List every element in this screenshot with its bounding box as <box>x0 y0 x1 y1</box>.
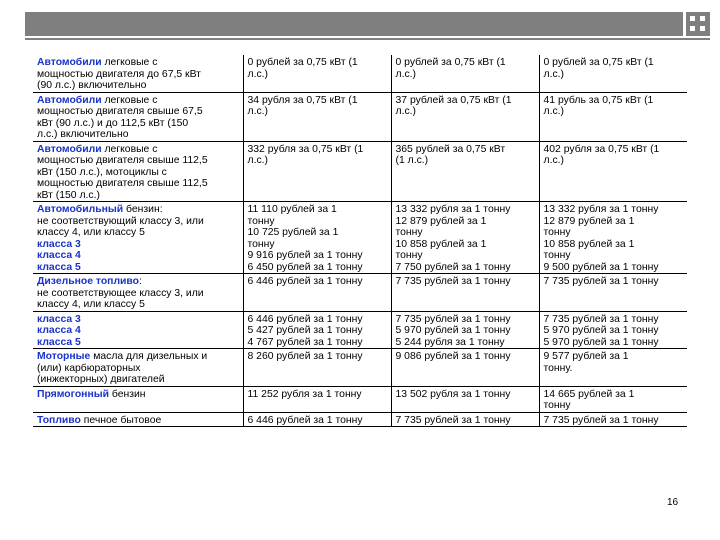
category-line <box>37 57 239 69</box>
rate-line: 11 110 рублей за 1 <box>247 204 337 215</box>
category-text: не соответствующее классу 3, или <box>37 287 204 299</box>
rate-line: 37 рублей за 0,75 кВт (1 <box>395 94 512 106</box>
category-line <box>37 389 239 401</box>
category-line <box>37 204 239 216</box>
category-cell <box>33 274 243 312</box>
category-cell <box>33 55 243 92</box>
category-line <box>37 95 239 107</box>
rate-cell <box>243 412 391 427</box>
category-line <box>37 118 239 130</box>
category-text: печное бытовое <box>80 414 162 426</box>
rate-line: 13 332 рубля за 1 тонну <box>395 204 511 215</box>
category-line <box>37 144 239 156</box>
rate-line: тонну <box>395 227 423 238</box>
rate-cell <box>391 274 539 312</box>
corner-squares-decoration <box>686 12 710 36</box>
category-keyword: Автомобильный <box>37 204 124 215</box>
rate-line: тонну. <box>543 362 573 374</box>
category-text: кВт (150 л.с.) <box>37 189 100 201</box>
rate-cell <box>243 141 391 202</box>
rate-cell <box>391 349 539 387</box>
rate-cell <box>539 412 687 427</box>
rate-line: 0 рублей за 0,75 кВт (1 <box>543 57 654 68</box>
category-line <box>37 227 239 239</box>
rate-line: 41 рубль за 0,75 кВт (1 <box>543 94 654 106</box>
rate-line: 7 735 рублей за 1 тонну <box>543 313 659 325</box>
category-line <box>37 337 239 349</box>
excise-rates-table <box>33 55 687 427</box>
category-text: л.с.) включительно <box>37 129 129 140</box>
category-text: легковые с <box>101 143 158 155</box>
rate-line: 7 750 рублей за 1 тонну <box>395 261 511 273</box>
rate-line: 13 332 рубля за 1 тонну <box>543 204 659 215</box>
category-cell <box>33 349 243 387</box>
category-line <box>37 299 239 311</box>
category-line <box>37 415 239 427</box>
rate-cell <box>243 55 391 92</box>
rate-line: 11 252 рубля за 1 тонну <box>247 388 362 400</box>
table-row <box>33 141 687 202</box>
rate-line: л.с.) <box>543 106 564 117</box>
rate-line: 5 244 рубля за 1 тонну <box>395 336 505 348</box>
rate-cell <box>243 92 391 141</box>
rate-line: тонну <box>543 400 571 411</box>
category-line <box>37 129 239 141</box>
rate-cell <box>391 412 539 427</box>
category-line <box>37 106 239 118</box>
title-divider <box>25 38 710 40</box>
table-row <box>33 386 687 412</box>
category-cell <box>33 202 243 274</box>
rate-line: л.с.) <box>395 106 416 117</box>
rate-cell <box>391 92 539 141</box>
rate-line: 0 рублей за 0,75 кВт (1 <box>395 57 506 68</box>
rate-line: 9 916 рублей за 1 тонну <box>247 250 363 261</box>
category-text: мощностью двигателя свыше 112,5 <box>37 178 208 189</box>
rate-line: 8 260 рублей за 1 тонну <box>247 351 363 362</box>
rate-cell <box>539 311 687 349</box>
rate-line: 12 879 рублей за 1 <box>543 215 635 227</box>
category-keyword: класса 4 <box>37 250 81 261</box>
rate-cell <box>391 55 539 92</box>
category-keyword: Автомобили <box>37 143 102 155</box>
rate-cell <box>539 92 687 141</box>
rate-line: 9 500 рублей за 1 тонну <box>543 261 659 273</box>
category-cell <box>33 141 243 202</box>
rate-line: л.с.) <box>543 68 564 80</box>
category-text: кВт (150 л.с.), мотоциклы с <box>37 166 167 178</box>
rate-line: 10 725 рублей за 1 <box>247 227 339 238</box>
category-text: масла для дизельных и <box>90 351 208 362</box>
category-cell <box>33 311 243 349</box>
category-line <box>37 314 239 326</box>
rate-line: 5 970 рублей за 1 тонну <box>543 336 659 348</box>
table-row <box>33 349 687 387</box>
rate-line: 6 446 рублей за 1 тонну <box>247 414 363 426</box>
category-keyword: Моторные <box>37 351 91 362</box>
category-line <box>37 250 239 262</box>
category-line <box>37 351 239 363</box>
rate-line: 365 рублей за 0,75 кВт <box>395 143 506 155</box>
category-text: легковые с <box>101 57 158 68</box>
rate-cell <box>391 311 539 349</box>
category-cell <box>33 386 243 412</box>
rate-line: 402 рубля за 0,75 кВт (1 <box>543 143 660 155</box>
rate-line: 9 577 рублей за 1 <box>543 351 629 362</box>
page-number: 16 <box>667 497 679 508</box>
table-row <box>33 92 687 141</box>
category-text: мощностью двигателя свыше 112,5 <box>37 155 208 166</box>
category-line <box>37 325 239 337</box>
category-keyword: класса 4 <box>37 325 81 336</box>
rate-line: 5 970 рублей за 1 тонну <box>395 325 511 336</box>
rate-line: 6 450 рублей за 1 тонну <box>247 261 363 273</box>
rate-cell <box>539 386 687 412</box>
rate-line: тонну <box>395 250 423 261</box>
rate-line: 34 рубля за 0,75 кВт (1 <box>247 94 358 106</box>
category-keyword: Автомобили <box>37 94 102 106</box>
table-row <box>33 412 687 427</box>
rate-line: 5 427 рублей за 1 тонну <box>247 325 363 336</box>
category-text: (инжекторных) двигателей <box>37 374 165 385</box>
table-row <box>33 202 687 274</box>
rate-cell <box>243 349 391 387</box>
category-text: мощностью двигателя до 67,5 кВт <box>37 68 201 80</box>
table-row <box>33 311 687 349</box>
rate-cell <box>539 274 687 312</box>
category-text: легковые с <box>101 94 158 106</box>
rate-line: 6 446 рублей за 1 тонну <box>247 313 363 325</box>
rate-line: тонну <box>247 238 275 250</box>
table-body <box>33 55 687 427</box>
rate-line: 5 970 рублей за 1 тонну <box>543 325 659 336</box>
category-keyword: Автомобили <box>37 57 102 68</box>
rate-line: 6 446 рублей за 1 тонну <box>247 276 363 287</box>
category-line <box>37 80 239 92</box>
rate-line: 13 502 рубля за 1 тонну <box>395 388 511 400</box>
corner-square-icon <box>689 15 696 22</box>
category-line <box>37 262 239 274</box>
rate-cell <box>391 202 539 274</box>
category-keyword: класса 5 <box>37 336 81 348</box>
rate-line: (1 л.с.) <box>395 155 429 166</box>
rate-line: л.с.) <box>247 155 268 166</box>
rate-cell <box>391 386 539 412</box>
category-line <box>37 155 239 167</box>
rate-line: 7 735 рублей за 1 тонну <box>543 276 659 287</box>
category-text: бензин <box>109 388 146 400</box>
category-line <box>37 190 239 202</box>
table-row <box>33 274 687 312</box>
rate-cell <box>539 202 687 274</box>
table-row <box>33 55 687 92</box>
category-keyword: класса 3 <box>37 238 81 250</box>
rate-line: л.с.) <box>247 68 268 80</box>
category-text: бензин: <box>123 204 163 215</box>
category-text: классу 4, или классу 5 <box>37 299 145 310</box>
rate-line: 9 086 рублей за 1 тонну <box>395 351 511 362</box>
rate-line: тонну <box>543 227 571 238</box>
rate-line: 12 879 рублей за 1 <box>395 215 487 227</box>
rate-line: 7 735 рублей за 1 тонну <box>543 414 659 426</box>
category-line <box>37 178 239 190</box>
rate-cell <box>243 274 391 312</box>
category-line <box>37 216 239 228</box>
category-text: (или) карбюраторных <box>37 362 141 374</box>
category-cell <box>33 92 243 141</box>
rate-line: 10 858 рублей за 1 <box>543 238 635 250</box>
rate-line: л.с.) <box>247 106 268 117</box>
category-line <box>37 239 239 251</box>
rate-cell <box>539 55 687 92</box>
corner-square-icon <box>699 25 706 32</box>
rate-line: тонну <box>247 215 275 227</box>
rate-cell <box>391 141 539 202</box>
category-cell <box>33 412 243 427</box>
rate-line: тонну <box>543 250 571 261</box>
rate-line: 10 858 рублей за 1 <box>395 238 487 250</box>
category-line <box>37 69 239 81</box>
corner-square-icon <box>689 25 696 32</box>
rate-line: 332 рубля за 0,75 кВт (1 <box>247 143 364 155</box>
category-text: : <box>139 276 142 287</box>
category-text: кВт (90 л.с.) и до 112,5 кВт (150 <box>37 117 189 129</box>
category-line <box>37 363 239 375</box>
category-line <box>37 374 239 386</box>
category-keyword: Прямогонный <box>37 388 109 400</box>
rate-line: л.с.) <box>395 68 416 80</box>
rate-line: 14 665 рублей за 1 <box>543 388 635 400</box>
rate-line: 0 рублей за 0,75 кВт (1 <box>247 57 358 68</box>
category-line <box>37 288 239 300</box>
category-keyword: Дизельное топливо <box>37 276 140 287</box>
category-text: мощностью двигателя свыше 67,5 <box>37 106 203 117</box>
category-keyword: Топливо <box>37 414 81 426</box>
corner-square-icon <box>699 15 706 22</box>
rate-cell <box>539 141 687 202</box>
category-keyword: класса 3 <box>37 313 81 325</box>
category-line <box>37 276 239 288</box>
category-text: не соответствующий классу 3, или <box>37 215 204 227</box>
rate-cell <box>539 349 687 387</box>
rate-line: 7 735 рублей за 1 тонну <box>395 313 511 325</box>
rate-line: 7 735 рублей за 1 тонну <box>395 276 511 287</box>
rate-cell <box>243 386 391 412</box>
rate-cell <box>243 202 391 274</box>
category-text: классу 4, или классу 5 <box>37 227 145 238</box>
rate-line: л.с.) <box>543 155 564 166</box>
category-keyword: класса 5 <box>37 261 81 273</box>
category-text: (90 л.с.) включительно <box>37 80 147 91</box>
rate-line: 4 767 рублей за 1 тонну <box>247 336 363 348</box>
category-line <box>37 167 239 179</box>
rate-cell <box>243 311 391 349</box>
rate-line: 7 735 рублей за 1 тонну <box>395 414 511 426</box>
slide-title-bar <box>25 12 683 36</box>
